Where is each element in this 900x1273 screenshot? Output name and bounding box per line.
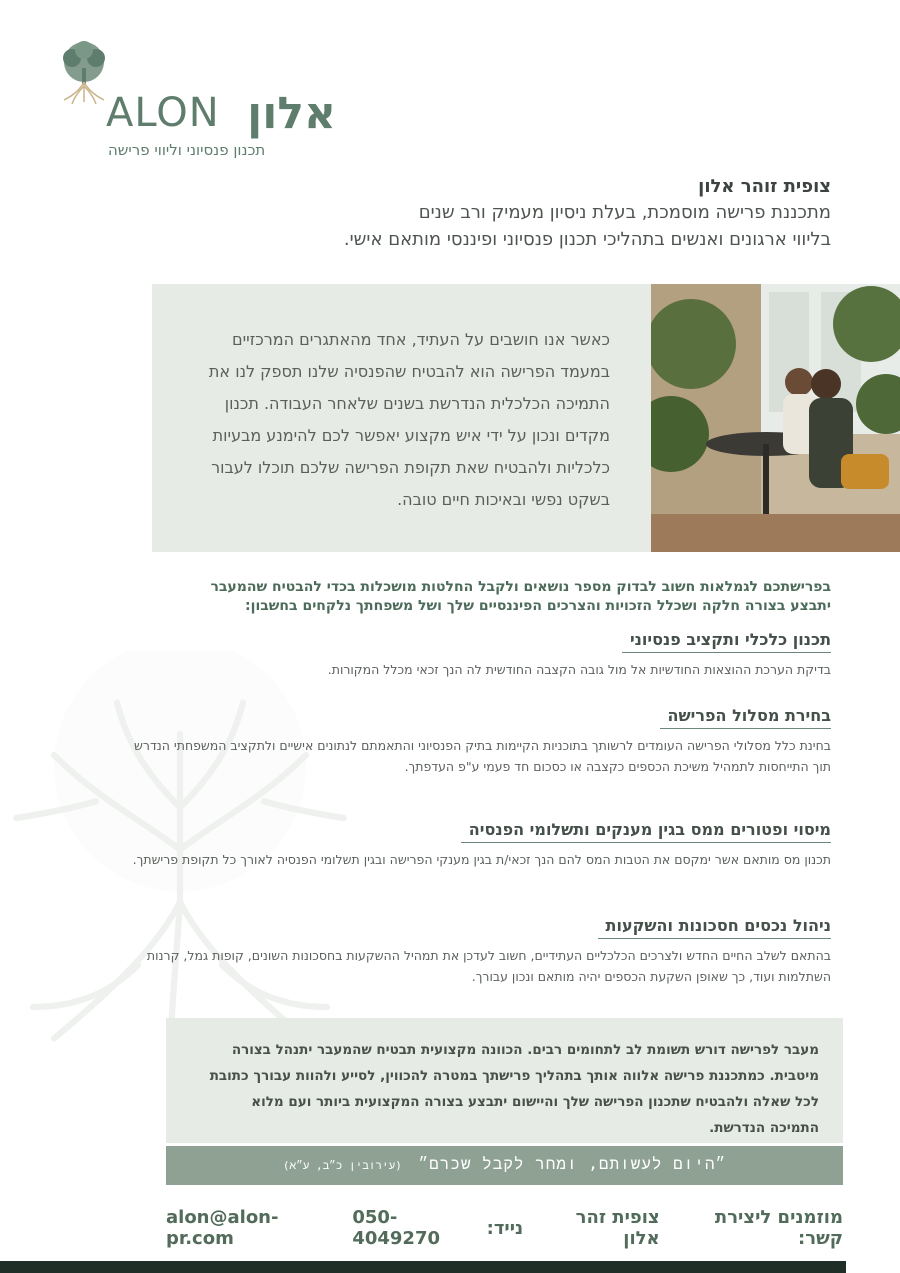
footer-bar bbox=[0, 1261, 846, 1273]
contact-label: מוזמנים ליצירת קשר: bbox=[714, 1207, 843, 1249]
topic-body: בדיקת הערכת ההוצאות החודשיות אל מול גובה הקצבה החודשית לה הנך זכאי מכלל המקורות. bbox=[327, 662, 831, 677]
meeting-photo bbox=[651, 284, 900, 552]
contact-email-link[interactable]: alon@alon-pr.com bbox=[166, 1207, 279, 1249]
contact-phone[interactable]: 050-4049270 bbox=[352, 1207, 440, 1249]
topic-section bbox=[131, 820, 831, 870]
intro-line-2: בליווי ארגונים ואנשים בתהליכי תכנון פנסיוני ופיננסי מותאם אישי. bbox=[343, 229, 831, 250]
topics-lead-line-2: יתבצע בצורה חלקה ושכלל הזכויות והצרכים הפיננסיים שלך ושל משפחתך נלקחים בחשבון: bbox=[245, 598, 831, 614]
topic-section bbox=[131, 916, 831, 987]
topic-title: מיסוי ופטורים ממס בגין מענקים ותשלומי הפנסיה bbox=[461, 820, 831, 843]
topic-section bbox=[131, 630, 831, 680]
panel-text: כאשר אנו חושבים על העתיד, אחד מהאתגרים המרכזיים במעמד הפרישה הוא להבטיח שהפנסיה שלנו תספק לנו את התמיכה הכלכלית הנדרשת בשנים שלאחר העבודה. תכנון מקדים ונכון על ידי איש מקצוע יאפשר לכם להימנע מבעיות כלכליות ולהבטיח שאת תקופת הפרישה שלכם תוכלו לעבור בשקט נפשי ובאיכות חיים טובה. bbox=[208, 330, 610, 509]
summary-box bbox=[166, 1018, 843, 1143]
topics-lead-line-1: בפרישתכם לגמלאות חשוב לבדוק מספר נושאים ולקבל החלטות מושכלות בכדי להבטיח שהמעבר bbox=[210, 579, 831, 595]
topic-title: ניהול נכסים חסכונות והשקעות bbox=[598, 916, 831, 939]
topic-body: בהתאם לשלב החיים החדש ולצרכים הכלכליים העתידיים, חשוב לעדכן את תמהיל ההשקעות בחסכונות השונים, קופות גמל, קרנות השתלמות ועוד, כך שאופן השקעת הכספים יהיה מותאם ונכון עבורך. bbox=[146, 948, 831, 984]
logo-hebrew-text: אלון bbox=[247, 88, 336, 139]
intro-panel bbox=[152, 284, 652, 552]
quote-source: (עירובין כ״ב, ע״א) bbox=[282, 1159, 402, 1172]
quote-text: ״היום לעשותם, ומחר לקבל שכרם״ bbox=[418, 1154, 727, 1173]
topic-section bbox=[131, 706, 831, 777]
intro-name: צופית זוהר אלון bbox=[698, 176, 831, 197]
summary-text: מעבר לפרישה דורש תשומת לב לתחומים רבים. הכוונה מקצועית תבטיח שהמעבר יתנהל בצורה מיטבית. כמתכננת פרישה אלווה אותך בתהליך פרישתך במטרה להכווין, לסייע ולהוות עבורך כתובת לכל שאלה ולהבטיח שתכנון הפרישה שלך והיישום יתבצע בצורה המקצועית ביותר ועם מלוא התמיכה הנדרשת. bbox=[209, 1042, 819, 1136]
topic-body: תכנון מס מותאם אשר ימקסם את הטבות המס להם הנך זכאי/ת בגין מענקי הפרישה ובגין תשלומי הפנסיה לאורך כל תקופת פרישתך. bbox=[132, 852, 831, 867]
quote bbox=[166, 1154, 843, 1174]
contact-person: צופית זהר אלון bbox=[575, 1207, 660, 1249]
logo-wordmark bbox=[106, 88, 336, 138]
logo-latin-text: ALON bbox=[106, 90, 220, 136]
quote-bar bbox=[166, 1146, 843, 1185]
contact-phone-label: נייד: bbox=[486, 1217, 524, 1239]
topics-lead bbox=[131, 578, 831, 616]
contact-line bbox=[166, 1207, 843, 1249]
intro-block bbox=[231, 175, 831, 253]
topic-body: בחינת כלל מסלולי הפרישה העומדים לרשותך בתוכניות הקיימות בתיק הפנסיוני והתאמתם לנתונים אישיים ולתקציב המשפחתי הנדרש תוך התייחסות לתמהיל משיכת הכספים כקצבה או כסכום חד פעמי ע"פ העדפתך. bbox=[134, 738, 831, 774]
logo-tagline: תכנון פנסיוני וליווי פרישה bbox=[108, 141, 266, 159]
topic-title: תכנון כלכלי ותקציב פנסיוני bbox=[622, 630, 831, 653]
topic-title: בחירת מסלול הפרישה bbox=[660, 706, 831, 729]
intro-line-1: מתכננת פרישה מוסמכת, בעלת ניסיון מעמיק ורב שנים bbox=[418, 202, 831, 223]
